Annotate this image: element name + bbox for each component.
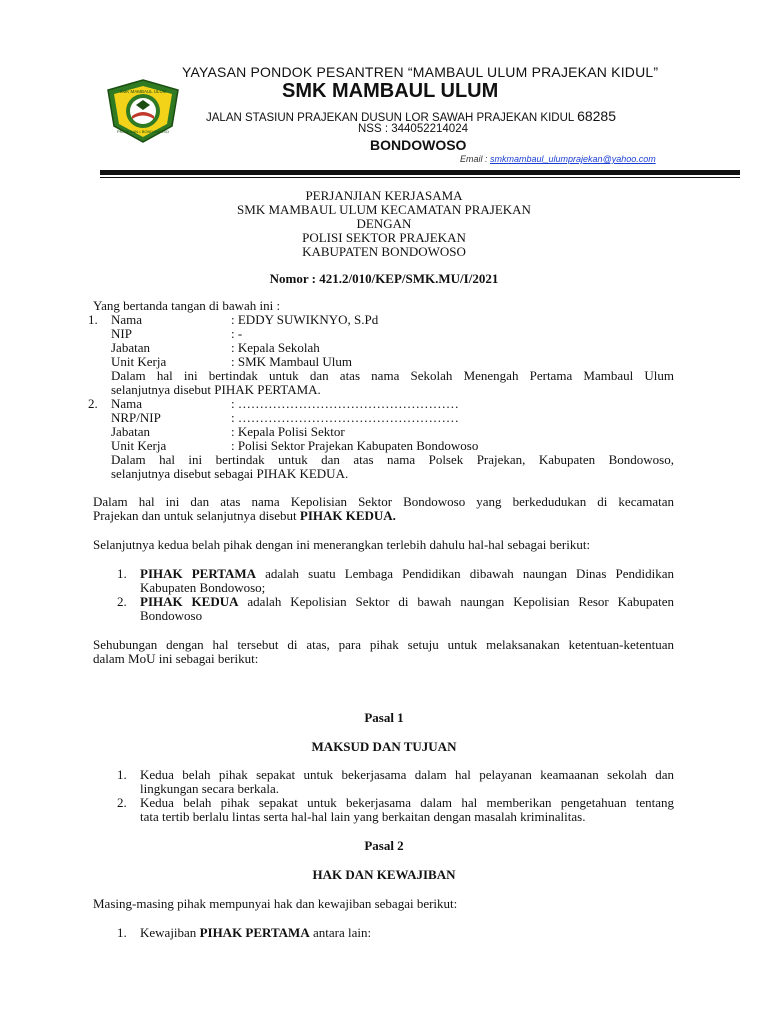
pasal-1-item-2-line-1: Kedua belah pihak sepakat untuk bekerjasama dalam hal memberikan pengetahuan tentang bbox=[140, 795, 674, 810]
nss-number: NSS : 344052214024 bbox=[358, 123, 468, 135]
pasal-1-item-1-line-2: lingkungan secara berkala. bbox=[140, 781, 279, 796]
school-name: SMK MAMBAUL ULUM bbox=[282, 80, 499, 102]
pasal-2-title: HAK DAN KEWAJIBAN bbox=[312, 867, 456, 882]
party1-description-2: selanjutnya disebut PIHAK PERTAMA. bbox=[111, 382, 321, 397]
party1-label-position: Jabatan bbox=[111, 340, 150, 355]
pasal-2-intro: Masing-masing pihak mempunyai hak dan kewajiban sebagai berikut: bbox=[93, 896, 458, 911]
pasal-2-heading: Pasal 2 bbox=[364, 838, 404, 853]
party1-description-1: Dalam hal ini bertindak untuk dan atas nama Sekolah Menengah Pertama Mambaul Ulum bbox=[111, 368, 674, 383]
party2-label-nrp: NRP/NIP bbox=[111, 410, 161, 425]
pasal-1-item-1-line-1: Kedua belah pihak sepakat untuk bekerjasama dalam hal pelayanan keamaanan sekolah dan bbox=[140, 767, 674, 782]
party1-value-unit: : SMK Mambaul Ulum bbox=[231, 354, 352, 369]
party1-label-name: Nama bbox=[111, 312, 143, 327]
definition-2-term: PIHAK KEDUA bbox=[140, 594, 239, 609]
paragraph-1-bold: PIHAK KEDUA. bbox=[299, 508, 396, 523]
address-text: JALAN STASIUN PRAJEKAN DUSUN LOR SAWAH PRAJEKAN KIDUL bbox=[206, 112, 574, 124]
definition-1-line-1 bbox=[140, 567, 674, 581]
doc-title-1: PERJANJIAN KERJASAMA bbox=[305, 188, 463, 203]
intro-text: Yang bertanda tangan di bawah ini : bbox=[93, 298, 281, 313]
paragraph-1-line-2 bbox=[93, 509, 396, 523]
doc-title-4: POLISI SEKTOR PRAJEKAN bbox=[302, 230, 466, 245]
doc-number: Nomor : 421.2/010/KEP/SMK.MU/I/2021 bbox=[269, 271, 499, 286]
header-divider-thin bbox=[100, 177, 740, 178]
paragraph-2: Selanjutnya kedua belah pihak dengan ini menerangkan terlebih dahulu hal-hal sebagai berikut: bbox=[93, 537, 591, 552]
party2-value-position: : Kepala Polisi Sektor bbox=[231, 424, 345, 439]
pasal-1-item-2-number: 2. bbox=[117, 795, 127, 810]
party2-label-position: Jabatan bbox=[111, 424, 150, 439]
definition-2-text: adalah Kepolisian Sektor di bawah naungan Kepolisian Resor Kabupaten bbox=[238, 594, 674, 609]
definition-1-term: PIHAK PERTAMA bbox=[140, 566, 257, 581]
email-link[interactable]: smkmambaul_ulumprajekan@yahoo.com bbox=[490, 154, 656, 164]
party2-value-nrp: : …………………………………………… bbox=[231, 410, 459, 425]
definition-1-number: 1. bbox=[117, 566, 127, 581]
school-address bbox=[206, 108, 616, 124]
paragraph-3-line-1: Sehubungan dengan hal tersebut di atas, para pihak setuju untuk melaksanakan ketentuan-ketentuan bbox=[93, 637, 674, 652]
school-logo bbox=[106, 78, 180, 144]
party1-value-nip: : - bbox=[231, 326, 243, 341]
paragraph-1-text: Prajekan dan untuk selanjutnya disebut bbox=[93, 508, 300, 523]
party1-label-nip: NIP bbox=[111, 326, 132, 341]
party1-number: 1. bbox=[88, 312, 98, 327]
pasal-1-heading: Pasal 1 bbox=[364, 710, 404, 725]
logo-emblem-icon bbox=[106, 78, 180, 144]
party2-label-unit: Unit Kerja bbox=[111, 438, 167, 453]
party1-label-unit: Unit Kerja bbox=[111, 354, 167, 369]
pasal-2-item-1 bbox=[140, 926, 371, 940]
doc-title-2: SMK MAMBAUL ULUM KECAMATAN PRAJEKAN bbox=[237, 202, 531, 217]
pasal-2-item-1-suffix: antara lain: bbox=[309, 925, 372, 940]
pasal-1-title: MAKSUD DAN TUJUAN bbox=[311, 739, 457, 754]
svg-text:SMK MAMBAUL ULUM: SMK MAMBAUL ULUM bbox=[119, 89, 167, 94]
definition-2-line-1 bbox=[140, 595, 674, 609]
doc-title-3: DENGAN bbox=[356, 216, 412, 231]
pasal-2-item-1-prefix: Kewajiban bbox=[140, 925, 200, 940]
foundation-name: YAYASAN PONDOK PESANTREN “MAMBAUL ULUM PRAJEKAN KIDUL” bbox=[182, 64, 659, 80]
definition-2-line-2: Bondowoso bbox=[140, 608, 203, 623]
definition-1-line-2: Kabupaten Bondowoso; bbox=[140, 580, 266, 595]
zip-code: 68285 bbox=[577, 108, 617, 124]
email-line bbox=[460, 154, 656, 164]
pasal-2-item-1-number: 1. bbox=[117, 925, 127, 940]
paragraph-3-line-2: dalam MoU ini sebagai berikut: bbox=[93, 651, 259, 666]
party2-label-name: Nama bbox=[111, 396, 143, 411]
city-name: BONDOWOSO bbox=[370, 137, 467, 153]
party1-value-position: : Kepala Sekolah bbox=[231, 340, 320, 355]
pasal-2-item-1-bold: PIHAK PERTAMA bbox=[199, 925, 310, 940]
party1-value-name: : EDDY SUWIKNYO, S.Pd bbox=[231, 312, 379, 327]
definition-1-text: adalah suatu Lembaga Pendidikan dibawah naungan Dinas Pendidikan bbox=[256, 566, 674, 581]
header-divider-thick bbox=[100, 170, 740, 175]
paragraph-1-line-1: Dalam hal ini dan atas nama Kepolisian Sektor Bondowoso yang berkedudukan di kecamatan bbox=[93, 494, 674, 509]
pasal-1-item-2-line-2: tata tertib berlalu lintas serta hal-hal lain yang berkaitan dengan masalah kriminalitas. bbox=[140, 809, 586, 824]
party2-value-name: : …………………………………………… bbox=[231, 396, 459, 411]
party2-number: 2. bbox=[88, 396, 98, 411]
svg-text:PRAJEKAN • BONDOWOSO: PRAJEKAN • BONDOWOSO bbox=[116, 129, 170, 134]
party2-value-unit: : Polisi Sektor Prajekan Kabupaten Bondowoso bbox=[231, 438, 479, 453]
pasal-1-item-1-number: 1. bbox=[117, 767, 127, 782]
email-label: Email : bbox=[460, 154, 491, 164]
party2-description-2: selanjutnya disebut sebagai PIHAK KEDUA. bbox=[111, 466, 349, 481]
definition-2-number: 2. bbox=[117, 594, 127, 609]
doc-title-5: KABUPATEN BONDOWOSO bbox=[302, 244, 466, 259]
party2-description-1: Dalam hal ini bertindak untuk dan atas nama Polsek Prajekan, Kabupaten Bondowoso, bbox=[111, 452, 674, 467]
